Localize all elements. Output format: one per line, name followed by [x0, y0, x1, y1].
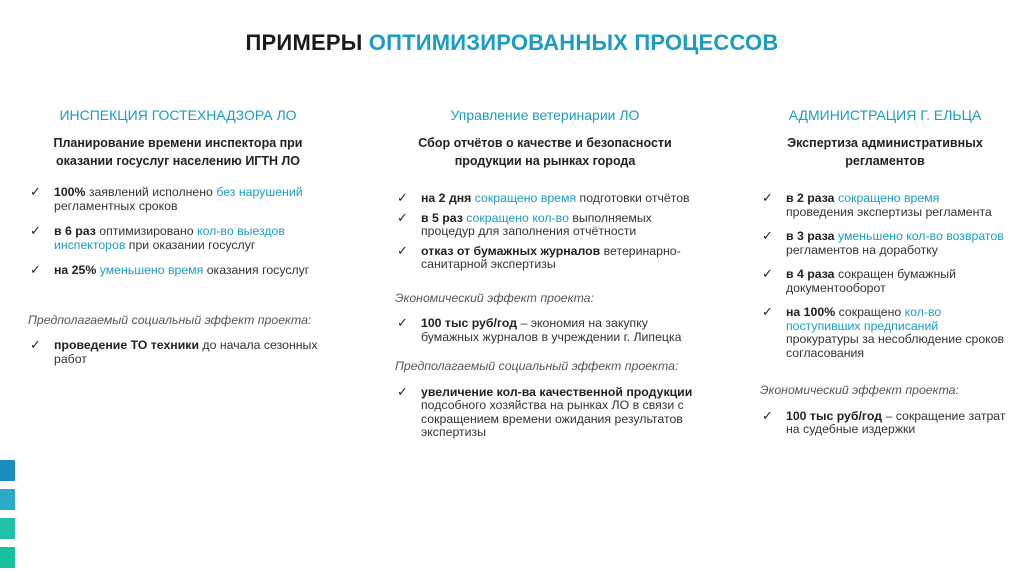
results-list — [760, 192, 1010, 360]
list-item: ✓ на 2 дня сокращено время подготовки отчётов — [397, 190, 690, 205]
column-subtitle: Сбор отчётов о качестве и безопасности продукции на рынках города — [418, 136, 672, 168]
list-item: ✓ в 4 раза сокращен бумажный документооборот — [762, 266, 956, 295]
decor-square — [0, 489, 15, 510]
checkmark-icon: ✓ — [762, 190, 773, 205]
checkmark-icon: ✓ — [397, 209, 408, 225]
column-heading: Управление ветеринарии ЛО — [450, 107, 640, 123]
checkmark-icon: ✓ — [30, 337, 41, 352]
checkmark-icon: ✓ — [397, 315, 408, 330]
checkmark-icon: ✓ — [762, 266, 773, 281]
checkmark-icon: ✓ — [762, 304, 773, 319]
column-yelets — [760, 107, 1010, 449]
column-vet — [395, 107, 695, 452]
list-item: ✓ на 25% уменьшено время оказания госуслуг — [30, 262, 310, 277]
slide-title — [0, 30, 1024, 56]
list-item: ✓ 100% заявлений исполнено без нарушений регламентных сроков — [30, 184, 303, 213]
column-heading: АДМИНИСТРАЦИЯ Г. ЕЛЬЦА — [788, 107, 982, 123]
title-part-black: ПРИМЕРЫ — [245, 30, 369, 55]
decor-square — [0, 518, 15, 539]
effect-list — [760, 407, 1010, 437]
list-item: ✓ в 2 раза сокращено время проведения экспертизы регламента — [762, 190, 992, 219]
effect-list — [28, 339, 328, 366]
list-item: ✓ 100 тыс руб/год – экономия на закупку бумажных журналов в учреждении г. Липецка — [397, 315, 682, 344]
title-part-accent: ОПТИМИЗИРОВАННЫХ ПРОЦЕССОВ — [368, 30, 779, 55]
column-heading: ИНСПЕКЦИЯ ГОСТЕХНАДЗОРА ЛО — [59, 107, 297, 123]
checkmark-icon: ✓ — [30, 262, 41, 277]
list-item: ✓ в 6 раз оптимизировано кол-во выездов инспекторов при оказании госуслуг — [30, 223, 285, 252]
list-item: ✓ на 100% сокращено кол-во поступивших предписаний прокуратуры за несоблюдение сроков согласования — [762, 304, 1005, 360]
effect-list-social — [395, 383, 695, 440]
checkmark-icon: ✓ — [30, 184, 41, 199]
list-item: ✓ 100 тыс руб/год – сокращение затрат на судебные издержки — [762, 407, 1006, 436]
list-item: ✓ увеличение кол-ва качественной продукции подсобного хозяйства на рынках ЛО в связи с сокращением времени ожидания результатов экспертизы — [397, 383, 693, 439]
effect-heading: Экономический эффект проекта: — [760, 383, 959, 397]
decor-square — [0, 460, 15, 481]
effect-heading-social: Предполагаемый социальный эффект проекта: — [395, 359, 679, 373]
effect-heading: Предполагаемый социальный эффект проекта: — [28, 312, 312, 327]
effect-list-economic — [395, 317, 695, 344]
checkmark-icon: ✓ — [762, 407, 773, 423]
decor-square — [0, 547, 15, 568]
checkmark-icon: ✓ — [397, 383, 408, 399]
column-subtitle: Планирование времени инспектора при оказании госуслуг населению ИГТН ЛО — [53, 136, 303, 168]
column-subtitle: Экспертиза административных регламентов — [787, 136, 983, 168]
list-item: ✓ отказ от бумажных журналов ветеринарно-санитарной экспертизы — [397, 242, 681, 271]
checkmark-icon: ✓ — [397, 242, 408, 258]
list-item: ✓ в 5 раз сокращено кол-во выполняемых процедур для заполнения отчётности — [397, 209, 652, 238]
effect-heading-economic: Экономический эффект проекта: — [395, 290, 594, 305]
list-item: ✓ проведение ТО техники до начала сезонных работ — [30, 337, 318, 366]
checkmark-icon: ✓ — [762, 228, 773, 243]
results-list — [28, 186, 328, 278]
results-list — [395, 192, 695, 272]
checkmark-icon: ✓ — [30, 223, 41, 238]
column-igtn — [28, 107, 328, 378]
checkmark-icon: ✓ — [397, 190, 408, 205]
list-item: ✓ в 3 раза уменьшено кол-во возвратов регламентов на доработку — [762, 228, 1004, 257]
